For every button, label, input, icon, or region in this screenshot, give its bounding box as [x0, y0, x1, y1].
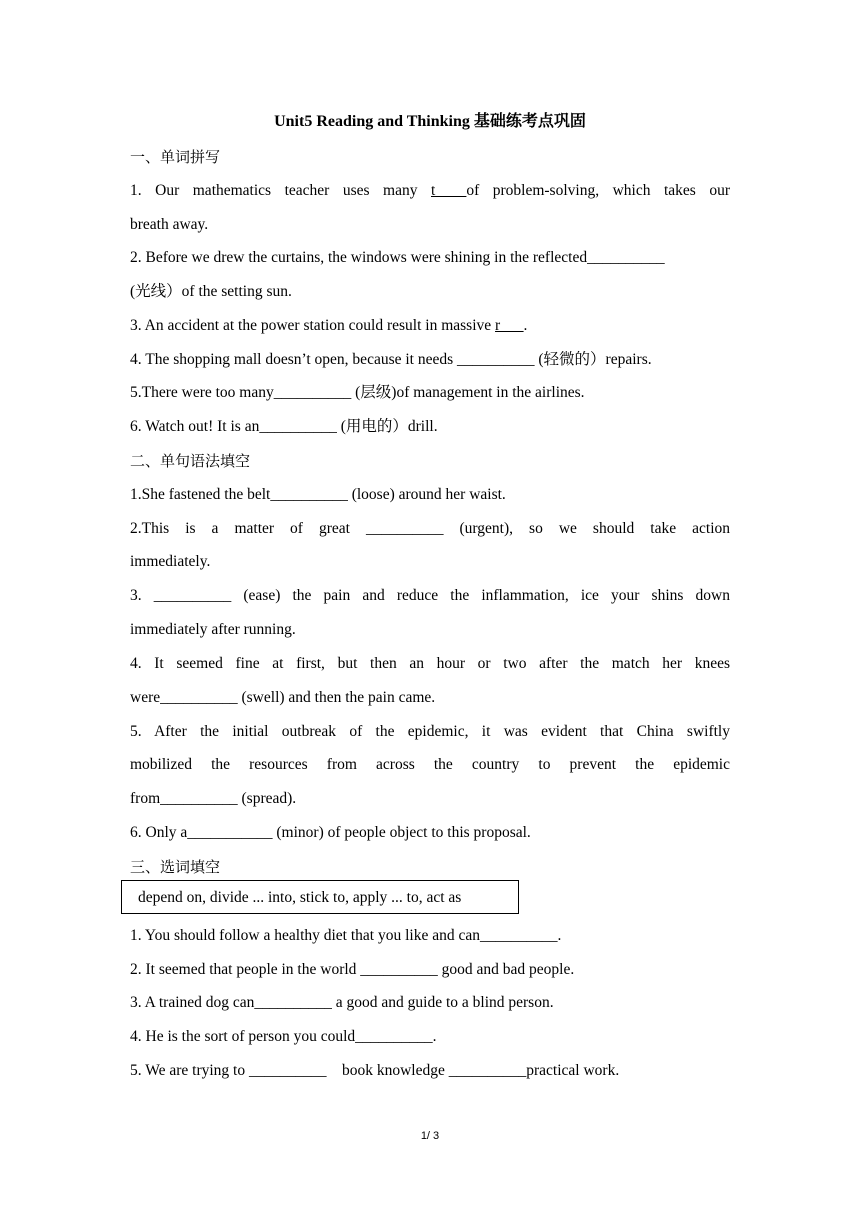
- word-bank-box: [121, 880, 519, 914]
- s3-q5: 5. We are trying to __________ book knowledge __________practical work.: [130, 1062, 620, 1079]
- s1-q2-line1: 2. Before we drew the curtains, the windows were shining in the reflected__________: [130, 249, 665, 266]
- s2-q2-line1: 2.This is a matter of great __________ (urgent), so we should take action: [130, 520, 730, 537]
- page-number: 1/ 3: [420, 1130, 440, 1142]
- section-3-heading: 三、选词填空: [130, 858, 221, 876]
- s1-q4: 4. The shopping mall doesn’t open, because it needs __________ (轻微的）repairs.: [130, 351, 652, 368]
- s2-q5-line1: 5. After the initial outbreak of the epidemic, it was evident that China swiftly: [130, 723, 730, 740]
- s1-q3: [130, 315, 730, 337]
- s1-q1-text-a: 1. Our mathematics teacher uses many: [130, 182, 431, 199]
- s3-q1: 1. You should follow a healthy diet that you like and can__________.: [130, 927, 562, 944]
- section-1-heading: 一、单词拼写: [130, 148, 221, 166]
- s1-q3-blank: r___: [495, 317, 524, 334]
- s2-q4-line1: 4. It seemed fine at first, but then an hour or two after the match her knees: [130, 655, 730, 672]
- s2-q3-line1: 3. __________ (ease) the pain and reduce the inflammation, ice your shins down: [130, 587, 730, 604]
- section-2-heading: 二、单句语法填空: [130, 452, 251, 470]
- s2-q2-line2: immediately.: [130, 553, 211, 570]
- s1-q3-text-b: .: [523, 317, 528, 334]
- s1-q1-line1: [130, 180, 730, 202]
- s2-q5-line2: mobilized the resources from across the country to prevent the epidemic: [130, 756, 730, 773]
- document-title: Unit5 Reading and Thinking 基础练考点巩固: [274, 113, 586, 130]
- s1-q1-line2: breath away.: [130, 216, 209, 233]
- s3-q4: 4. He is the sort of person you could__________.: [130, 1028, 437, 1045]
- s1-q3-text-a: 3. An accident at the power station could result in massive: [130, 317, 496, 334]
- word-bank-text: depend on, divide ... into, stick to, apply ... to, act as: [138, 889, 462, 906]
- s1-q6: 6. Watch out! It is an__________ (用电的）drill.: [130, 418, 438, 435]
- s2-q1: 1.She fastened the belt__________ (loose) around her waist.: [130, 486, 506, 503]
- s1-q1-text-b: of problem-solving, which takes our: [466, 182, 730, 199]
- s2-q5-line3: from__________ (spread).: [130, 790, 297, 807]
- s3-q3: 3. A trained dog can__________ a good and guide to a blind person.: [130, 994, 554, 1011]
- s2-q3-line2: immediately after running.: [130, 621, 296, 638]
- s2-q6: 6. Only a___________ (minor) of people object to this proposal.: [130, 824, 531, 841]
- s1-q1-blank: t____: [431, 182, 467, 199]
- s1-q5: 5.There were too many__________ (层级)of management in the airlines.: [130, 384, 585, 401]
- s3-q2: 2. It seemed that people in the world __________ good and bad people.: [130, 961, 575, 978]
- s2-q4-line2: were__________ (swell) and then the pain came.: [130, 689, 436, 706]
- s1-q2-line2: (光线）of the setting sun.: [130, 283, 292, 300]
